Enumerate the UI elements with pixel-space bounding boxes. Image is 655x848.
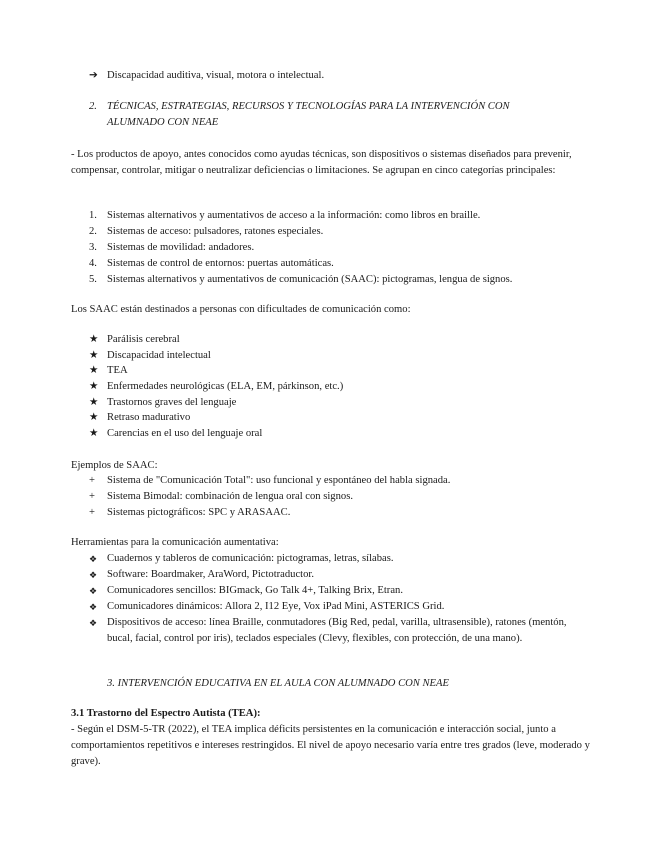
star-icon: ★	[89, 349, 99, 361]
list-item-text: Parálisis cerebral	[107, 334, 180, 345]
list-item	[89, 332, 589, 348]
diamond-icon: ❖	[89, 602, 98, 612]
list-item	[89, 505, 450, 521]
list-item-text: Sistema de "Comunicación Total": uso funcional y espontáneo del habla signada.	[107, 475, 451, 486]
tea-paragraph: - Según el DSM-5-TR (2022), el TEA implica déficits persistentes en la comunicación e interacción social, junto a comportamientos repetitivos e intereses restringidos. El nivel de apoyo necesario varía entre tres grados (leve, moderado y grave).	[71, 724, 590, 767]
list-item-text: Enfermedades neurológicas (ELA, EM, párkinson, etc.)	[107, 381, 344, 393]
intro-paragraph: - Los productos de apoyo, antes conocidos como ayudas técnicas, son dispositivos o sistemas diseñados para prevenir, compensar, controlar, mitigar o neutralizar deficiencias o limitaciones. Se agrupan en cinco categorías principales:	[71, 149, 572, 176]
list-item	[89, 567, 589, 583]
star-icon: ★	[89, 334, 99, 345]
list-item	[89, 379, 589, 395]
list-item	[89, 426, 589, 442]
list-item	[89, 272, 589, 288]
list-item	[89, 363, 589, 379]
list-item	[89, 489, 450, 505]
list-item	[89, 208, 589, 224]
list-item	[89, 599, 589, 615]
star-icon: ★	[89, 396, 99, 408]
saac-paragraph: Los SAAC están destinados a personas con dificultades de comunicación como:	[71, 304, 411, 315]
list-item	[89, 348, 589, 364]
arrow-item-text: Discapacidad auditiva, visual, motora o intelectual.	[107, 70, 325, 81]
list-item-text: Retraso madurativo	[107, 412, 191, 424]
list-item-text: Comunicadores sencillos: BIGmack, Go Talk 4+, Talking Brix, Etran.	[107, 585, 403, 596]
list-item-text: Comunicadores dinámicos: Allora 2, I12 Eye, Vox iPad Mini, ASTERICS Grid.	[107, 601, 445, 612]
plus-icon: +	[89, 475, 95, 486]
list-item-text: Sistemas de movilidad: andadores.	[107, 242, 255, 253]
section-3-1-heading: 3.1 Trastorno del Espectro Autista (TEA):	[71, 708, 261, 719]
list-item-text: Discapacidad intelectual	[107, 349, 211, 361]
list-item	[89, 551, 589, 567]
list-item	[89, 395, 589, 411]
list-number: 1.	[89, 210, 97, 221]
plus-icon: +	[89, 491, 95, 502]
list-item-text: Software: Boardmaker, AraWord, Pictotraductor.	[107, 569, 315, 580]
list-number: 5.	[89, 274, 97, 285]
section-2-title: TÉCNICAS, ESTRATEGIAS, RECURSOS Y TECNOLOGÍAS PARA LA INTERVENCIÓN CON ALUMNADO CON NEAE	[107, 101, 510, 128]
arrow-icon: ➔	[89, 70, 98, 81]
list-item-text: Sistemas de acceso: pulsadores, ratones especiales.	[107, 226, 324, 237]
star-icon: ★	[89, 412, 99, 424]
star-icon: ★	[89, 365, 99, 377]
list-item-text: Sistemas de control de entornos: puertas automáticas.	[107, 258, 334, 269]
examples-list	[89, 473, 450, 521]
list-item-text: Sistema Bimodal: combinación de lengua oral con signos.	[107, 491, 353, 502]
star-icon: ★	[89, 428, 99, 440]
list-item-text: Carencias en el uso del lenguaje oral	[107, 428, 263, 440]
list-number: 3.	[89, 242, 97, 253]
list-item-text: Sistemas pictográficos: SPC y ARASAAC.	[107, 507, 291, 518]
section-2-number: 2.	[89, 101, 97, 112]
diamond-icon: ❖	[89, 570, 98, 580]
star-icon: ★	[89, 381, 99, 393]
list-item	[89, 256, 589, 272]
diamond-icon: ❖	[89, 586, 98, 596]
section-3-heading: 3. INTERVENCIÓN EDUCATIVA EN EL AULA CON ALUMNADO CON NEAE	[107, 678, 449, 689]
list-item-text: TEA	[107, 365, 128, 377]
categories-list	[89, 208, 589, 288]
list-number: 2.	[89, 226, 97, 237]
plus-icon: +	[89, 507, 95, 518]
saac-conditions-list	[89, 332, 589, 442]
list-item	[89, 240, 589, 256]
list-item-text: Sistemas alternativos y aumentativos de acceso a la información: como libros en braille.	[107, 210, 481, 221]
list-item-text: Dispositivos de acceso: línea Braille, conmutadores (Big Red, pedal, varilla, ultrasensible), ratones (mentón, bucal, facial, control por iris), teclados especiales (Clevy, flexibles, con protección, de una mano).	[107, 617, 567, 644]
list-item	[89, 410, 589, 426]
list-number: 4.	[89, 258, 97, 269]
list-item	[89, 583, 589, 599]
list-item	[89, 473, 450, 489]
tools-list	[89, 551, 589, 647]
diamond-icon: ❖	[89, 618, 98, 628]
examples-label: Ejemplos de SAAC:	[71, 460, 158, 471]
list-item-text: Trastornos graves del lenguaje	[107, 396, 237, 408]
list-item-text: Cuadernos y tableros de comunicación: pictogramas, letras, sílabas.	[107, 553, 394, 564]
list-item-text: Sistemas alternativos y aumentativos de comunicación (SAAC): pictogramas, lengua de signos.	[107, 274, 513, 285]
list-item	[89, 224, 589, 240]
list-item	[89, 615, 589, 647]
diamond-icon: ❖	[89, 554, 98, 564]
tools-label: Herramientas para la comunicación aumentativa:	[71, 537, 279, 548]
